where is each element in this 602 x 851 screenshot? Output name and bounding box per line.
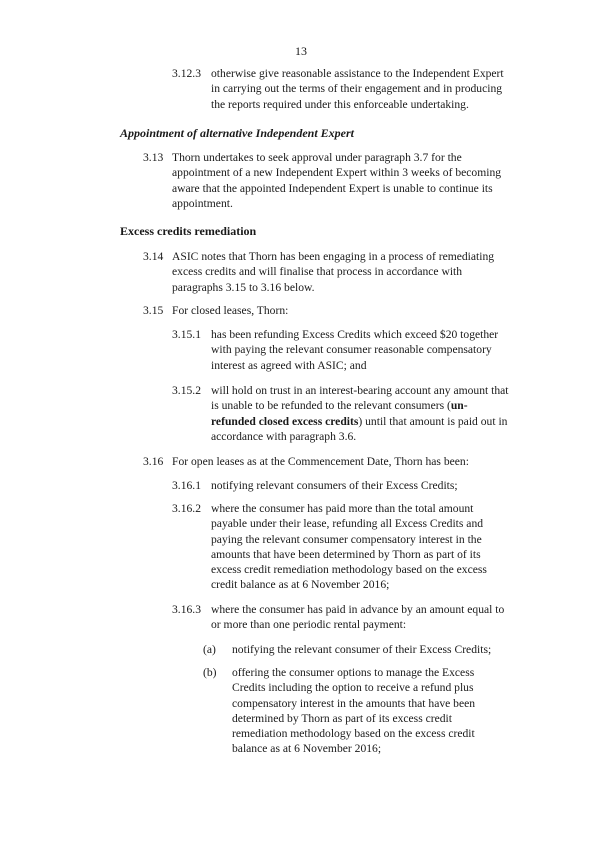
clause-text: has been refunding Excess Credits which exceed $20 together with paying the relevant consumer reasonable compensatory interest as agreed with ASIC; and — [211, 328, 499, 372]
clause-3-15-1 — [172, 327, 552, 373]
clause-number: 3.13 — [143, 151, 164, 164]
clause-3-12-3 — [172, 66, 552, 112]
clause-text: otherwise give reasonable assistance to the Independent Expert in carrying out the terms of their engagement and in producing the reports required under this enforceable undertaking. — [211, 67, 504, 111]
clause-number: 3.15 — [143, 304, 164, 317]
clause-number: 3.14 — [143, 250, 164, 263]
clause-3-13 — [143, 150, 543, 211]
clause-number: (a) — [203, 643, 216, 656]
clause-3-16-2 — [172, 501, 552, 593]
clause-3-16 — [143, 454, 543, 469]
clause-text: For open leases as at the Commencement Date, Thorn has been: — [172, 455, 469, 468]
clause-text: where the consumer has paid in advance by an amount equal to or more than one periodic rental payment: — [211, 603, 505, 632]
clause-text-before: will hold on trust in an interest-bearing account any amount that is unable to be refunded to the relevant consumers ( — [211, 384, 509, 413]
clause-number: (b) — [203, 666, 217, 679]
clause-b — [203, 665, 553, 757]
clause-3-15 — [143, 303, 543, 318]
defined-term: un- refunded closed excess credits — [211, 399, 468, 428]
clause-text: notifying relevant consumers of their Excess Credits; — [211, 479, 458, 492]
clause-text — [211, 383, 552, 444]
heading-excess-credits-remediation: Excess credits remediation — [120, 224, 257, 238]
clause-number: 3.16 — [143, 455, 164, 468]
clause-number: 3.16.2 — [172, 502, 201, 515]
clause-text: offering the consumer options to manage the Excess Credits including the option to receive a refund plus compensatory interest in the amounts that have been determined by Thorn as part of its excess credit remediation methodology based on the excess credit balance as at 6 November 2016; — [232, 666, 476, 756]
clause-a — [203, 642, 553, 657]
clause-3-16-1 — [172, 478, 552, 493]
clause-3-15-2 — [172, 383, 552, 444]
clause-3-14 — [143, 249, 543, 295]
clause-number: 3.16.1 — [172, 479, 201, 492]
clause-number: 3.16.3 — [172, 603, 201, 616]
clause-number: 3.15.2 — [172, 384, 201, 397]
page-number: 13 — [295, 44, 307, 58]
clause-text: notifying the relevant consumer of their Excess Credits; — [232, 643, 492, 656]
clause-text: where the consumer has paid more than the total amount payable under their lease, refunding all Excess Credits and paying the relevant consumer compensatory interest in the amounts that have been determined by Thorn as part of its excess credit remediation methodology based on the excess credit balance as at 6 November 2016; — [211, 502, 487, 592]
clause-text: ASIC notes that Thorn has been engaging in a process of remediating excess credits and will finalise that process in accordance with paragraphs 3.15 to 3.16 below. — [172, 250, 495, 294]
clause-3-16-3 — [172, 602, 552, 633]
clause-number: 3.15.1 — [172, 328, 201, 341]
clause-number: 3.12.3 — [172, 67, 201, 80]
clause-text: For closed leases, Thorn: — [172, 304, 289, 317]
clause-text: Thorn undertakes to seek approval under paragraph 3.7 for the appointment of a new Independent Expert within 3 weeks of becoming aware that the appointed Independent Expert is unable to continue its appointment. — [172, 151, 502, 210]
heading-appointment-alternative-expert: Appointment of alternative Independent Expert — [120, 126, 355, 140]
clause-text-after: ) until that amount is paid out in accordance with paragraph 3.6. — [211, 414, 508, 443]
